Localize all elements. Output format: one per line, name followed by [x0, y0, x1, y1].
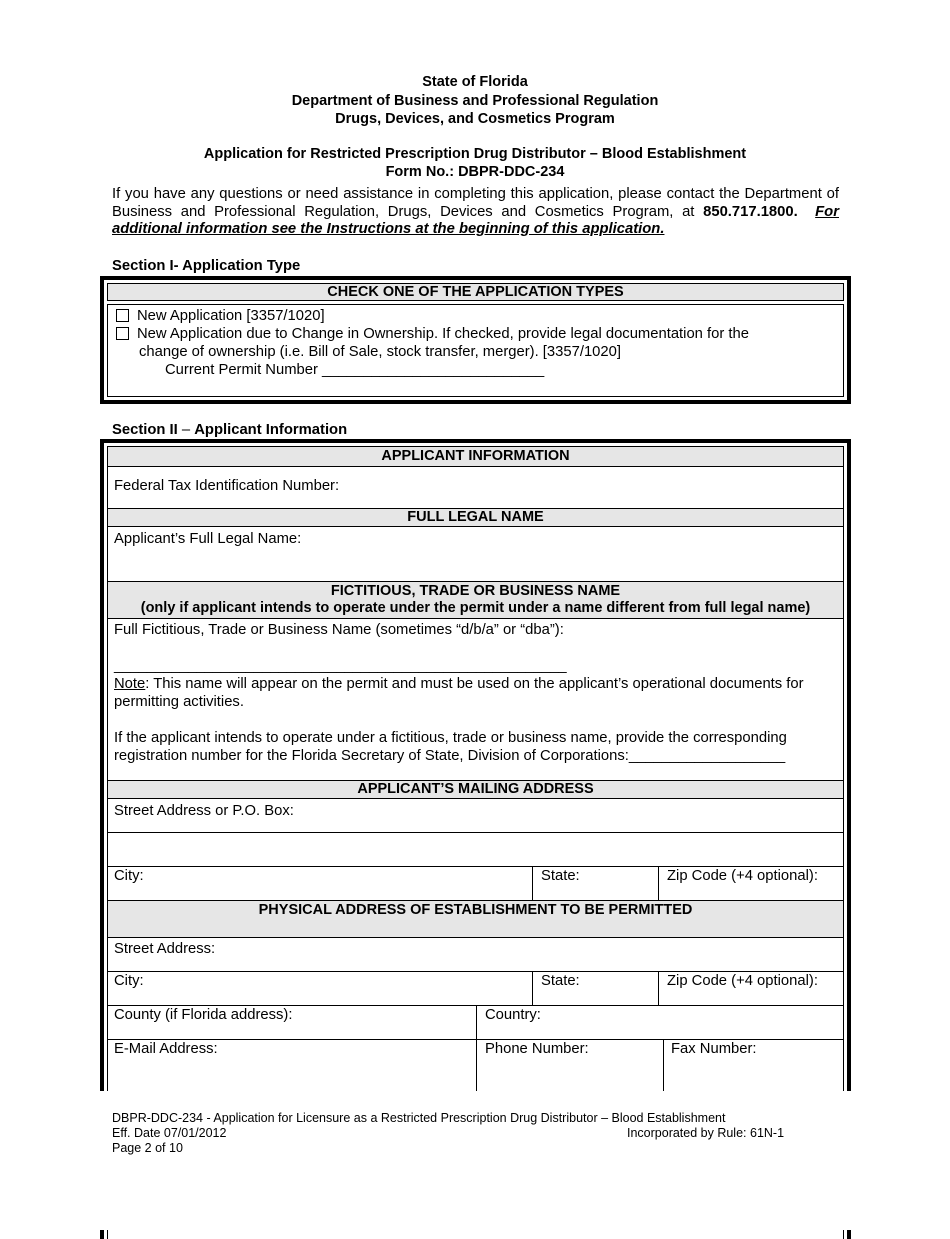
physical-street-label[interactable]: Street Address:	[114, 941, 216, 957]
section1-bar-frame	[107, 283, 844, 301]
contact-row	[108, 1039, 843, 1095]
form-number: Form No.: DBPR-DDC-234	[385, 164, 565, 180]
fictitious-bar	[108, 582, 843, 618]
section1-title: Section I- Application Type	[112, 258, 301, 274]
divider	[476, 1040, 477, 1095]
legal-name-label[interactable]: Applicant’s Full Legal Name:	[114, 531, 302, 547]
fictitious-name-line[interactable]: _______________________________________________________	[114, 658, 567, 674]
option-change-ownership-label: New Application due to Change in Ownership. If checked, provide legal documentation for the	[137, 326, 749, 342]
mailing-zip-label[interactable]: Zip Code (+4 optional):	[667, 868, 818, 884]
county-row	[108, 1005, 843, 1039]
header-department: Department of Business and Professional Regulation	[291, 93, 659, 109]
mailing-bar: APPLICANT’S MAILING ADDRESS	[108, 781, 843, 798]
section2-title	[112, 422, 347, 438]
footer-page: Page 2 of 10	[112, 1141, 183, 1155]
county-label[interactable]: County (if Florida address):	[114, 1007, 293, 1023]
note-text: : This name will appear on the permit and must be used on the applicant’s operational documents for permitting activities.	[114, 676, 804, 710]
option-new-application-label: New Application [3357/1020]	[137, 308, 325, 324]
intro-instructions: For additional information see the Instructions at the beginning of this application.	[112, 203, 839, 237]
fictitious-bar-row	[108, 581, 843, 619]
mailing-street-label[interactable]: Street Address or P.O. Box:	[114, 803, 294, 819]
country-label[interactable]: Country:	[485, 1007, 541, 1023]
physical-city-label[interactable]: City:	[114, 973, 144, 989]
mailing-bar-row	[108, 780, 843, 799]
section2-title-a: Section II	[112, 422, 178, 438]
divider	[658, 972, 659, 1006]
fictitious-bar-subtitle: (only if applicant intends to operate under the permit under a name different from full legal name)	[140, 600, 811, 616]
footer-form-line: DBPR-DDC-234 - Application for Licensure as a Restricted Prescription Drug Distributor – Blood Establishment	[112, 1111, 726, 1125]
physical-bar: PHYSICAL ADDRESS OF ESTABLISHMENT TO BE PERMITTED	[108, 901, 843, 937]
legal-name-bar: FULL LEGAL NAME	[108, 509, 843, 526]
physical-city-row	[108, 971, 843, 1005]
phone-label[interactable]: Phone Number:	[485, 1041, 589, 1057]
intro-phone: 850.717.1800.	[703, 203, 798, 220]
divider	[532, 867, 533, 901]
physical-bar-row	[108, 900, 843, 938]
header-state: State of Florida	[422, 74, 528, 90]
section1-bar: CHECK ONE OF THE APPLICATION TYPES	[108, 284, 843, 300]
divider	[658, 867, 659, 901]
current-permit-number[interactable]: Current Permit Number ___________________________	[165, 362, 545, 378]
applicant-info-bar: APPLICANT INFORMATION	[108, 447, 843, 466]
header-program: Drugs, Devices, and Cosmetics Program	[335, 111, 615, 127]
mailing-city-label[interactable]: City:	[114, 868, 144, 884]
footer-rule: Incorporated by Rule: 61N-1	[627, 1126, 785, 1140]
registration-number-text[interactable]: If the applicant intends to operate under a fictitious, trade or business name, provide the corresponding registration number for the Florida Secretary of State, Division of Corporations:___________________	[114, 730, 787, 764]
option-change-ownership[interactable]	[116, 325, 749, 343]
divider	[663, 1040, 664, 1095]
mailing-state-label[interactable]: State:	[541, 868, 580, 884]
mailing-street-line2	[108, 832, 843, 833]
intro-text: If you have any questions or need assistance in completing this application, please contact the Department of Business and Professional Regulation, Drugs, Devices and Cosmetics Program, at	[112, 186, 839, 220]
checkbox-new-application[interactable]	[116, 309, 129, 322]
intro-paragraph	[112, 186, 839, 239]
section1-box	[100, 276, 851, 404]
option-change-ownership-line2: change of ownership (i.e. Bill of Sale, stock transfer, merger). [3357/1020]	[139, 344, 621, 360]
note-word: Note	[114, 676, 146, 692]
checkbox-change-ownership[interactable]	[116, 327, 129, 340]
option-new-application[interactable]	[116, 307, 325, 325]
fictitious-note	[114, 675, 834, 711]
section1-body	[107, 304, 844, 397]
fictitious-name-label[interactable]: Full Fictitious, Trade or Business Name (sometimes “d/b/a” or “dba”):	[114, 622, 564, 638]
physical-zip-label[interactable]: Zip Code (+4 optional):	[667, 973, 818, 989]
form-title: Application for Restricted Prescription Drug Distributor – Blood Establishment	[203, 146, 747, 162]
mailing-city-row	[108, 866, 843, 900]
email-label[interactable]: E-Mail Address:	[114, 1041, 218, 1057]
legal-name-bar-row	[108, 508, 843, 527]
physical-state-label[interactable]: State:	[541, 973, 580, 989]
applicant-info-bar-row	[108, 447, 843, 467]
divider	[532, 972, 533, 1006]
divider	[476, 1006, 477, 1040]
fax-label[interactable]: Fax Number:	[671, 1041, 757, 1057]
section2-title-b: Applicant Information	[194, 422, 348, 438]
fictitious-bar-title: FICTITIOUS, TRADE OR BUSINESS NAME	[330, 583, 621, 599]
section2-title-dash: –	[177, 422, 195, 438]
footer-eff-date: Eff. Date 07/01/2012	[112, 1126, 227, 1140]
fein-label[interactable]: Federal Tax Identification Number:	[114, 478, 340, 494]
